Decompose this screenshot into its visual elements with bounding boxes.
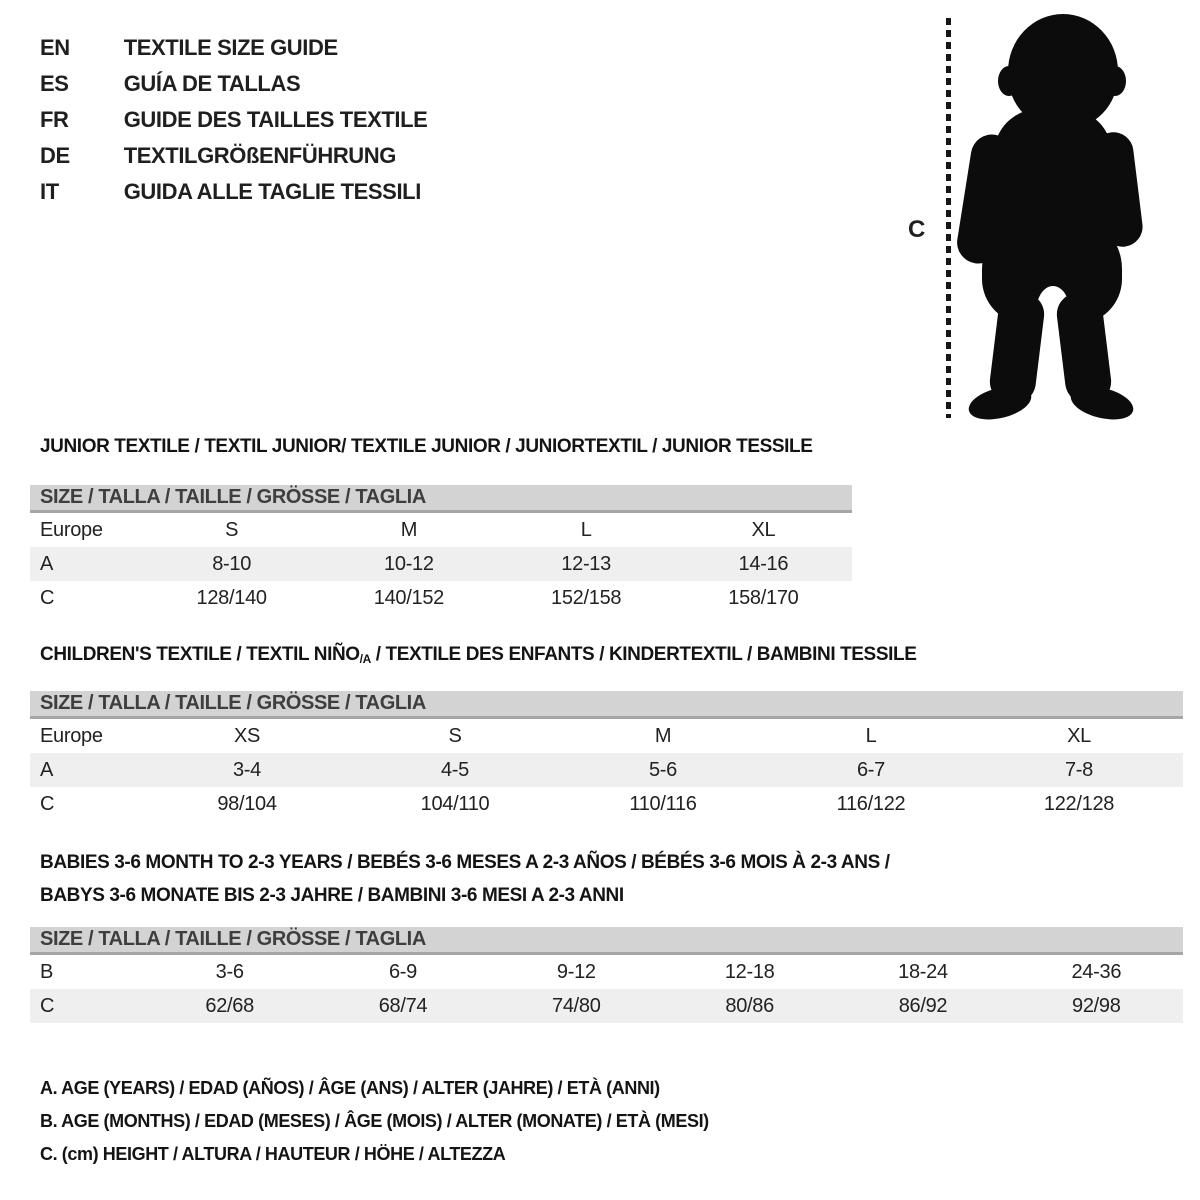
age-cell: 5-6 xyxy=(648,758,677,781)
height-cell: 74/80 xyxy=(552,994,601,1017)
measure-legend xyxy=(40,1072,709,1171)
height-cell: 152/158 xyxy=(551,586,622,609)
baby-silhouette xyxy=(958,14,1143,424)
height-cell: 116/122 xyxy=(836,792,906,815)
guide-title-it: GUIDA ALLE TAGLIE TESSILI xyxy=(123,179,421,204)
language-code: ES xyxy=(40,71,69,96)
height-cell: 104/110 xyxy=(420,792,490,815)
table-row-age xyxy=(30,753,1183,787)
row-label: Europe xyxy=(40,518,103,541)
size-cell: M xyxy=(654,724,672,747)
row-label: C xyxy=(40,586,55,609)
legend-item-height: C. (cm) HEIGHT / ALTURA / HAUTEUR / HÖHE / ALTEZZA xyxy=(40,1144,506,1164)
table-row-age xyxy=(30,547,852,581)
guide-title-en: TEXTILE SIZE GUIDE xyxy=(123,35,338,60)
size-header-band: SIZE / TALLA / TAILLE / GRÖSSE / TAGLIA xyxy=(30,927,1183,955)
children-section-title xyxy=(40,644,916,666)
height-cell: 86/92 xyxy=(898,994,948,1017)
babies-section-title xyxy=(40,846,890,912)
guide-title-fr: GUIDE DES TAILLES TEXTILE xyxy=(123,107,428,132)
size-cell: S xyxy=(225,518,239,541)
row-label: Europe xyxy=(40,724,103,747)
months-cell: 24-36 xyxy=(1071,960,1122,983)
table-row-europe xyxy=(30,719,1183,753)
height-cell: 80/86 xyxy=(725,994,774,1017)
babies-title-line2: BABYS 3-6 MONATE BIS 2-3 JAHRE / BAMBINI 3-6 MESI A 2-3 ANNI xyxy=(40,885,624,906)
language-row-es xyxy=(40,66,427,102)
row-label: C xyxy=(40,792,55,815)
size-cell: S xyxy=(448,724,462,747)
age-cell: 8-10 xyxy=(212,552,252,575)
size-cell: M xyxy=(400,518,418,541)
height-cell: 62/68 xyxy=(205,994,254,1017)
months-cell: 12-18 xyxy=(724,960,775,983)
language-code: DE xyxy=(40,143,70,168)
height-cell: 128/140 xyxy=(196,586,267,609)
junior-size-table xyxy=(30,485,852,615)
months-cell: 6-9 xyxy=(388,960,417,983)
months-cell: 9-12 xyxy=(556,960,596,983)
row-label: A xyxy=(40,758,54,781)
months-cell: 18-24 xyxy=(898,960,948,983)
height-cell: 122/128 xyxy=(1043,792,1115,815)
language-title-list xyxy=(40,30,427,210)
language-code: EN xyxy=(40,35,70,60)
height-measure-dashed-line xyxy=(946,18,951,418)
height-measure-label: C xyxy=(908,216,926,243)
size-cell: L xyxy=(865,724,877,747)
size-cell: L xyxy=(580,518,592,541)
size-cell: XL xyxy=(751,518,776,541)
row-label: B xyxy=(40,960,54,983)
age-cell: 4-5 xyxy=(440,758,469,781)
age-cell: 7-8 xyxy=(1064,758,1093,781)
table-row-months xyxy=(30,955,1183,989)
children-title-main: CHILDREN'S TEXTILE / TEXTIL NIÑO xyxy=(40,644,360,665)
children-size-table xyxy=(30,691,1183,821)
months-cell: 3-6 xyxy=(215,960,244,983)
babies-title-line1: BABIES 3-6 MONTH TO 2-3 YEARS / BEBÉS 3-6 MESES A 2-3 AÑOS / BÉBÉS 3-6 MOIS À 2-3 ANS / xyxy=(40,852,890,873)
guide-title-de: TEXTILGRÖßENFÜHRUNG xyxy=(123,143,396,168)
height-cell: 140/152 xyxy=(373,586,444,609)
language-row-fr xyxy=(40,102,427,138)
height-cell: 68/74 xyxy=(378,994,428,1017)
height-cell: 98/104 xyxy=(217,792,277,815)
table-row-height xyxy=(30,581,852,615)
age-cell: 6-7 xyxy=(856,758,885,781)
height-cell: 110/116 xyxy=(629,792,697,815)
table-row-europe xyxy=(30,513,852,547)
language-row-de xyxy=(40,138,427,174)
legend-item-age-months: B. AGE (MONTHS) / EDAD (MESES) / ÂGE (MOIS) / ALTER (MONATE) / ETÀ (MESI) xyxy=(40,1111,709,1131)
row-label: C xyxy=(40,994,55,1017)
age-cell: 14-16 xyxy=(738,552,789,575)
guide-title-es: GUÍA DE TALLAS xyxy=(123,71,301,96)
age-cell: 10-12 xyxy=(384,552,434,575)
height-cell: 158/170 xyxy=(728,586,799,609)
children-title-rest: / TEXTILE DES ENFANTS / KINDERTEXTIL / BAMBINI TESSILE xyxy=(370,644,917,665)
table-row-height xyxy=(30,787,1183,821)
legend-item-age-years: A. AGE (YEARS) / EDAD (AÑOS) / ÂGE (ANS) / ALTER (JAHRE) / ETÀ (ANNI) xyxy=(40,1078,660,1098)
babies-size-table xyxy=(30,927,1183,1023)
size-cell: XS xyxy=(233,724,261,747)
size-header-band: SIZE / TALLA / TAILLE / GRÖSSE / TAGLIA xyxy=(30,485,852,513)
language-code: IT xyxy=(40,179,59,204)
age-cell: 3-4 xyxy=(232,758,261,781)
language-code: FR xyxy=(40,107,69,132)
row-label: A xyxy=(40,552,54,575)
height-cell: 92/98 xyxy=(1072,994,1121,1017)
size-header-band: SIZE / TALLA / TAILLE / GRÖSSE / TAGLIA xyxy=(30,691,1183,719)
age-cell: 12-13 xyxy=(561,552,611,575)
table-row-height xyxy=(30,989,1183,1023)
language-row-it xyxy=(40,174,427,210)
children-title-sub: /A xyxy=(359,652,371,666)
language-row-en xyxy=(40,30,427,66)
size-cell: XL xyxy=(1067,724,1091,747)
junior-section-title: JUNIOR TEXTILE / TEXTIL JUNIOR/ TEXTILE JUNIOR / JUNIORTEXTIL / JUNIOR TESSILE xyxy=(40,436,813,457)
